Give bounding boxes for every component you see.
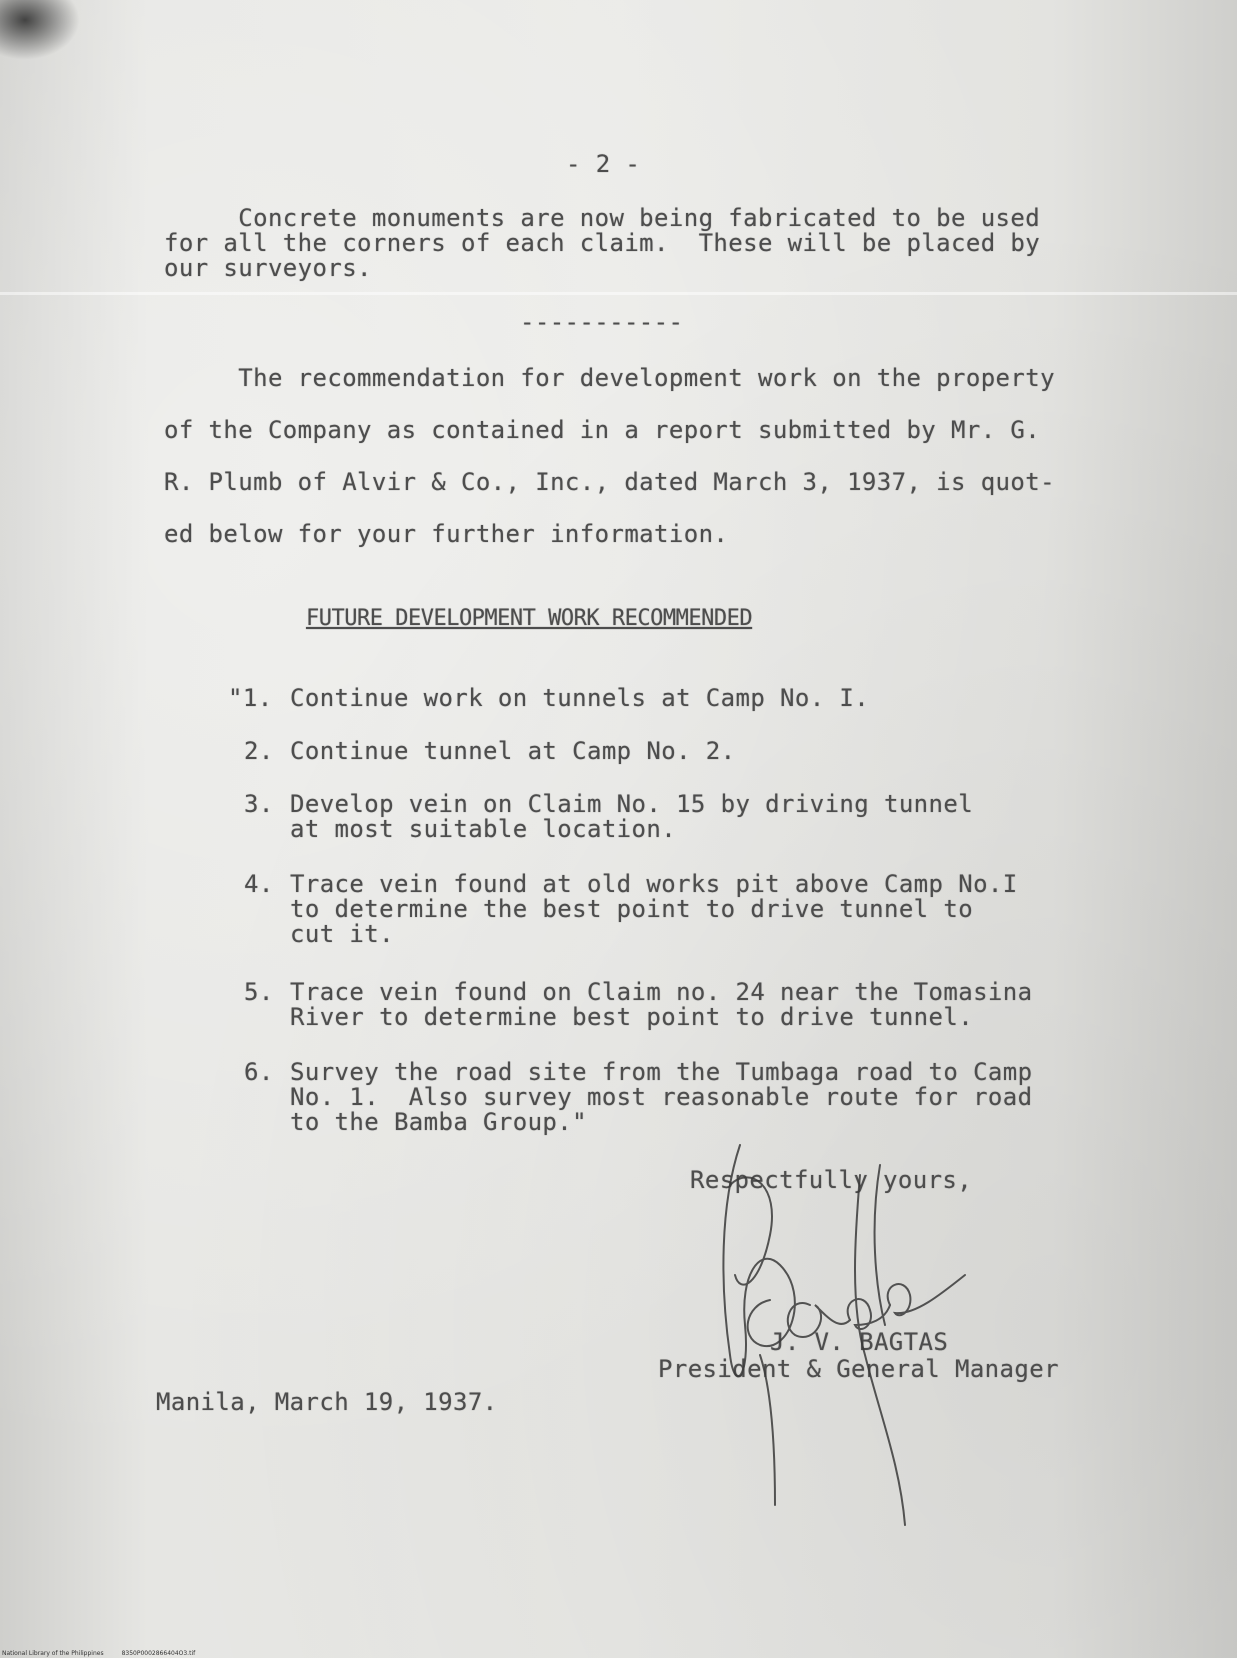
list-item-line: at most suitable location. xyxy=(290,815,677,843)
paper-crease xyxy=(0,292,1237,295)
para1-line2: for all the corners of each claim. These will be placed by xyxy=(164,229,1041,257)
list-item-number: 6. xyxy=(244,1058,274,1086)
scan-smudge xyxy=(0,0,80,60)
list-item-number: 3. xyxy=(244,790,274,818)
list-item-line: cut it. xyxy=(290,920,394,948)
list-item-line: River to determine best point to drive tunnel. xyxy=(290,1003,974,1031)
list-item-line: Continue tunnel at Camp No. 2. xyxy=(290,737,736,765)
signer-title: President & General Manager xyxy=(658,1355,1059,1383)
list-item-line: Continue work on tunnels at Camp No. I. xyxy=(290,684,870,712)
list-item-number: 4. xyxy=(244,870,274,898)
list-item-number: 2. xyxy=(244,737,274,765)
list-item-line: to the Bamba Group." xyxy=(290,1108,587,1136)
place-date: Manila, March 19, 1937. xyxy=(156,1388,498,1416)
para2-line4: ed below for your further information. xyxy=(164,520,729,548)
page-number: - 2 - xyxy=(566,150,641,178)
list-item-line: Trace vein found on Claim no. 24 near the Tomasina xyxy=(290,978,1033,1006)
section-heading: FUTURE DEVELOPMENT WORK RECOMMENDED xyxy=(306,606,753,631)
list-item-line: No. 1. Also survey most reasonable route for road xyxy=(290,1083,1033,1111)
para2-line2: of the Company as contained in a report submitted by Mr. G. xyxy=(164,416,1041,444)
signer-name: J. V. BAGTAS xyxy=(770,1328,949,1356)
closing-salutation: Respectfully yours, xyxy=(690,1166,973,1194)
handwritten-signature xyxy=(700,1125,1020,1545)
list-item-line: to determine the best point to drive tunnel to xyxy=(290,895,974,923)
para2-line1: The recommendation for development work on the property xyxy=(164,364,1055,392)
list-item-number: 5. xyxy=(244,978,274,1006)
para1-line3: our surveyors. xyxy=(164,254,372,282)
list-item-line: Survey the road site from the Tumbaga road to Camp xyxy=(290,1058,1033,1086)
para2-line3: R. Plumb of Alvir & Co., Inc., dated March 3, 1937, is quot- xyxy=(164,468,1055,496)
footer-filename: 8350P0002866404O3.tif xyxy=(121,1650,196,1657)
list-item-number: "1. xyxy=(228,684,273,712)
para1-line1: Concrete monuments are now being fabricated to be used xyxy=(164,204,1041,232)
list-item-line: Trace vein found at old works pit above Camp No.I xyxy=(290,870,1018,898)
archive-footer xyxy=(2,1650,213,1657)
footer-library: National Library of the Philippines xyxy=(2,1650,104,1657)
list-item-line: Develop vein on Claim No. 15 by driving tunnel xyxy=(290,790,974,818)
section-divider: ----------- xyxy=(520,308,684,336)
